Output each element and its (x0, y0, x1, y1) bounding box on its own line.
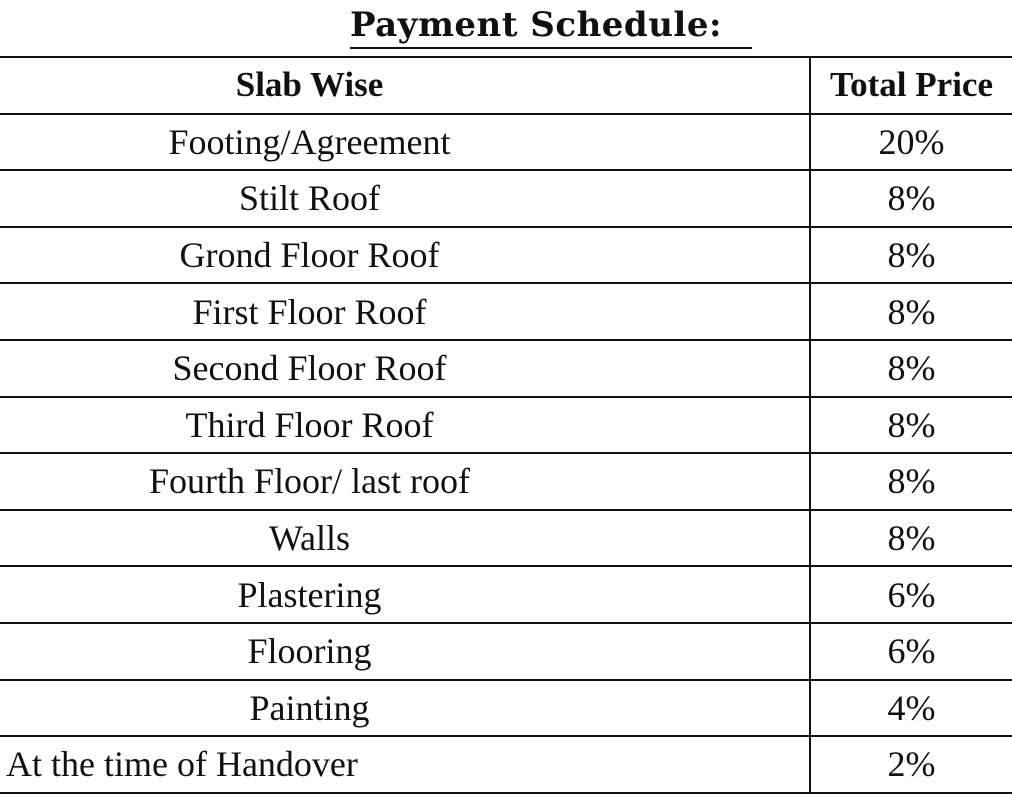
payment-schedule-table (0, 56, 1012, 794)
stage-cell: Grond Floor Roof (0, 227, 810, 284)
price-cell: 6% (810, 566, 1012, 623)
price-cell: 8% (810, 340, 1012, 397)
stage-cell: Second Floor Roof (0, 340, 810, 397)
price-cell: 8% (810, 397, 1012, 454)
stage-cell: At the time of Handover (0, 736, 810, 793)
price-cell: 8% (810, 227, 1012, 284)
table-row (0, 397, 1012, 454)
price-cell: 8% (810, 510, 1012, 567)
page-title: Payment Schedule: (350, 5, 723, 45)
stage-cell: Footing/Agreement (0, 114, 810, 171)
price-cell: 8% (810, 453, 1012, 510)
price-cell: 8% (810, 170, 1012, 227)
stage-cell: Fourth Floor/ last roof (0, 453, 810, 510)
stage-cell: First Floor Roof (0, 283, 810, 340)
table-row (0, 510, 1012, 567)
stage-cell: Plastering (0, 566, 810, 623)
stage-cell: Stilt Roof (0, 170, 810, 227)
table-row (0, 453, 1012, 510)
price-cell: 8% (810, 283, 1012, 340)
price-cell: 4% (810, 680, 1012, 737)
table-row (0, 340, 1012, 397)
title-area (0, 0, 1012, 56)
price-cell: 2% (810, 736, 1012, 793)
stage-cell: Walls (0, 510, 810, 567)
table-row (0, 736, 1012, 793)
table-row (0, 283, 1012, 340)
title-underline (350, 47, 752, 49)
stage-cell: Painting (0, 680, 810, 737)
header-total-price: Total Price (810, 57, 1012, 114)
price-cell: 6% (810, 623, 1012, 680)
price-cell: 20% (810, 114, 1012, 171)
table-header-row (0, 57, 1012, 114)
table-row (0, 566, 1012, 623)
table-row (0, 170, 1012, 227)
table-row (0, 114, 1012, 171)
table-row (0, 227, 1012, 284)
header-slab-wise: Slab Wise (0, 57, 810, 114)
table-row (0, 680, 1012, 737)
table-row (0, 623, 1012, 680)
stage-cell: Flooring (0, 623, 810, 680)
stage-cell: Third Floor Roof (0, 397, 810, 454)
